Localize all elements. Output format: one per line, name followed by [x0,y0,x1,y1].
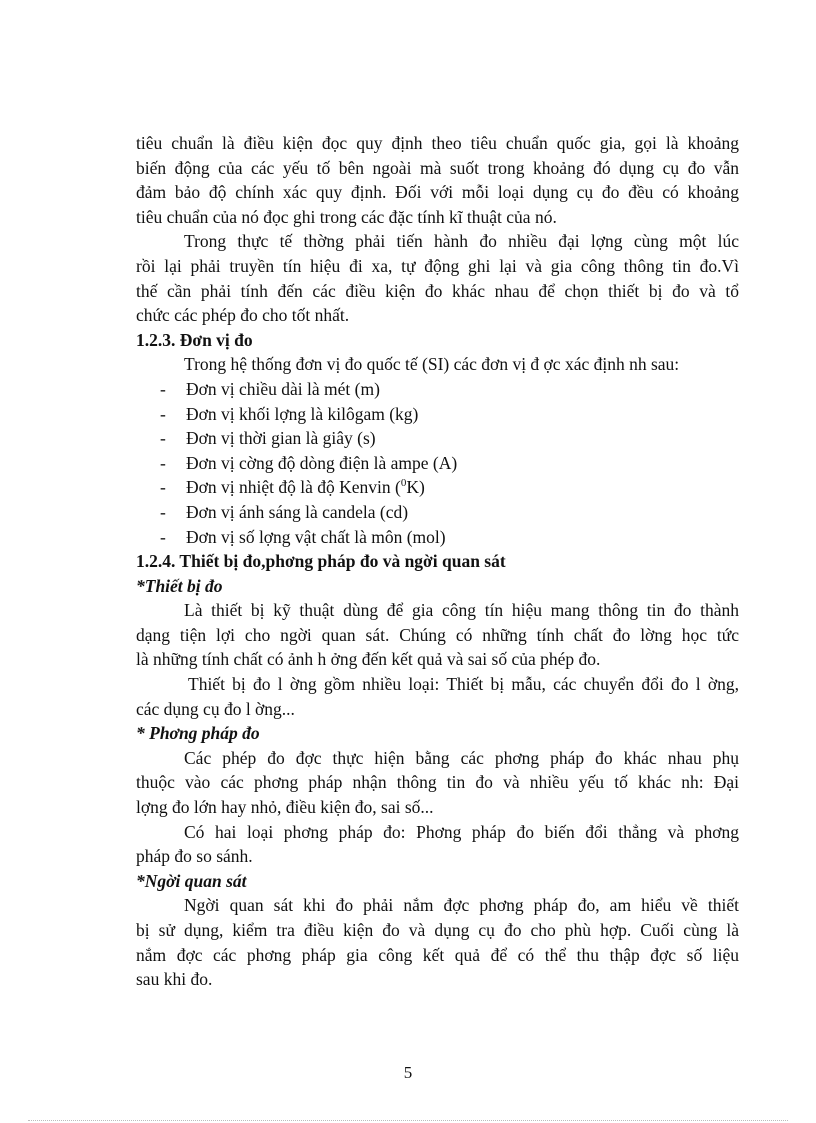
paragraph-line: các dụng cụ đo l ờng... [136,698,295,719]
list-dash: - [160,526,166,547]
page-bottom-border [28,1120,788,1121]
list-item: - Đơn vị thời gian là giây (s) [136,426,739,451]
paragraph-line: Thiết bị đo l ờng gồm nhiều loại: Thiết bị mẫu, các chuyển đổi đo l ờng, [188,674,739,695]
list-dash: - [160,378,166,399]
paragraph-line: Là thiết bị kỹ thuật dùng để gia công tín hiệu mang thông tin đo thành [184,600,739,621]
paragraph-line: dạng tiện lợi cho ngời quan sát. Chúng có những tính chất đo lờng học tức [136,624,739,645]
paragraph-line: tiêu chuẩn của nó đọc ghi trong các đặc tính kĩ thuật của nó. [136,206,557,227]
list-item: - Đơn vị chiều dài là mét (m) [136,377,739,402]
paragraph-line: rồi lại phải truyền tín hiệu đi xa, tự động ghi lại và gia công thông tin đo.Vì [136,255,739,276]
subheading-nguoi-quan-sat: *Ngời quan sát [136,870,247,891]
paragraph-line: thế cần phải tính đến các điều kiện đo khác nhau để chọn thiết bị đo và tổ [136,280,739,301]
section-heading-1-2-3: 1.2.3. Đơn vị đo [136,329,253,350]
paragraph-line: pháp đo so sánh. [136,846,253,867]
paragraph-line: sau khi đo. [136,969,213,990]
paragraph-line: Trong hệ thống đơn vị đo quốc tế (SI) các đơn vị đ ợc xác định nh sau: [184,354,680,375]
list-item: - Đơn vị ánh sáng là candela (cd) [136,500,739,525]
list-item: - Đơn vị cờng độ dòng điện là ampe (A) [136,451,739,476]
paragraph-line: Ngời quan sát khi đo phải nắm đợc phơng pháp đo, am hiểu về thiết [184,895,739,916]
paragraph-line: đảm bảo độ chính xác quy định. Đối với mỗi loại dụng cụ đo đều có khoảng [136,182,739,203]
paragraph-line: thuộc vào các phơng pháp nhận thông tin đo và nhiều yếu tố khác nh: Đại [136,772,739,793]
list-dash: - [160,501,166,522]
list-item: - Đơn vị khối lợng là kilôgam (kg) [136,402,739,427]
body-text [136,131,739,992]
page-number: 5 [403,1063,413,1082]
list-dash: - [160,452,166,473]
paragraph-line: biến động của các yếu tố bên ngoài mà suốt trong khoảng đó dụng cụ đo vẫn [136,157,739,178]
paragraph-line: Các phép đo đợc thực hiện bằng các phơng pháp đo khác nhau phụ [184,747,739,768]
list-dash: - [160,477,166,498]
list-item: - Đơn vị số lợng vật chất là môn (mol) [136,525,739,550]
list-item: - Đơn vị nhiệt độ là độ Kenvin ($^0$K) [136,475,739,500]
paragraph-line: lợng đo lớn hay nhỏ, điều kiện đo, sai số... [136,797,434,818]
paragraph-line: bị sử dụng, kiểm tra điều kiện đo và dụng cụ đo cho phù hợp. Cuối cùng là [136,920,739,940]
paragraph-line: là những tính chất có ảnh h ởng đến kết quả và sai số của phép đo. [136,649,601,670]
section-heading-1-2-4: 1.2.4. Thiết bị đo,phơng pháp đo và ngời quan sát [136,551,506,572]
list-dash: - [160,403,166,424]
subheading-thiet-bi-do: *Thiết bị đo [136,575,223,596]
paragraph-line: chức các phép đo cho tốt nhất. [136,305,350,326]
subheading-phuong-phap-do: * Phơng pháp đo [136,723,260,744]
paragraph-line: Trong thực tế thờng phải tiến hành đo nhiều đại lợng cùng một lúc [184,231,739,252]
list-dash: - [160,428,166,449]
paragraph-line: Có hai loại phơng pháp đo: Phơng pháp đo biến đổi thẳng và phơng [184,821,739,842]
paragraph-line: nắm đợc các phơng pháp gia công kết quả để có thể thu thập đợc số liệu [136,944,739,965]
paragraph-line: tiêu chuẩn là điều kiện đọc quy định theo tiêu chuẩn quốc gia, gọi là khoảng [136,133,739,153]
